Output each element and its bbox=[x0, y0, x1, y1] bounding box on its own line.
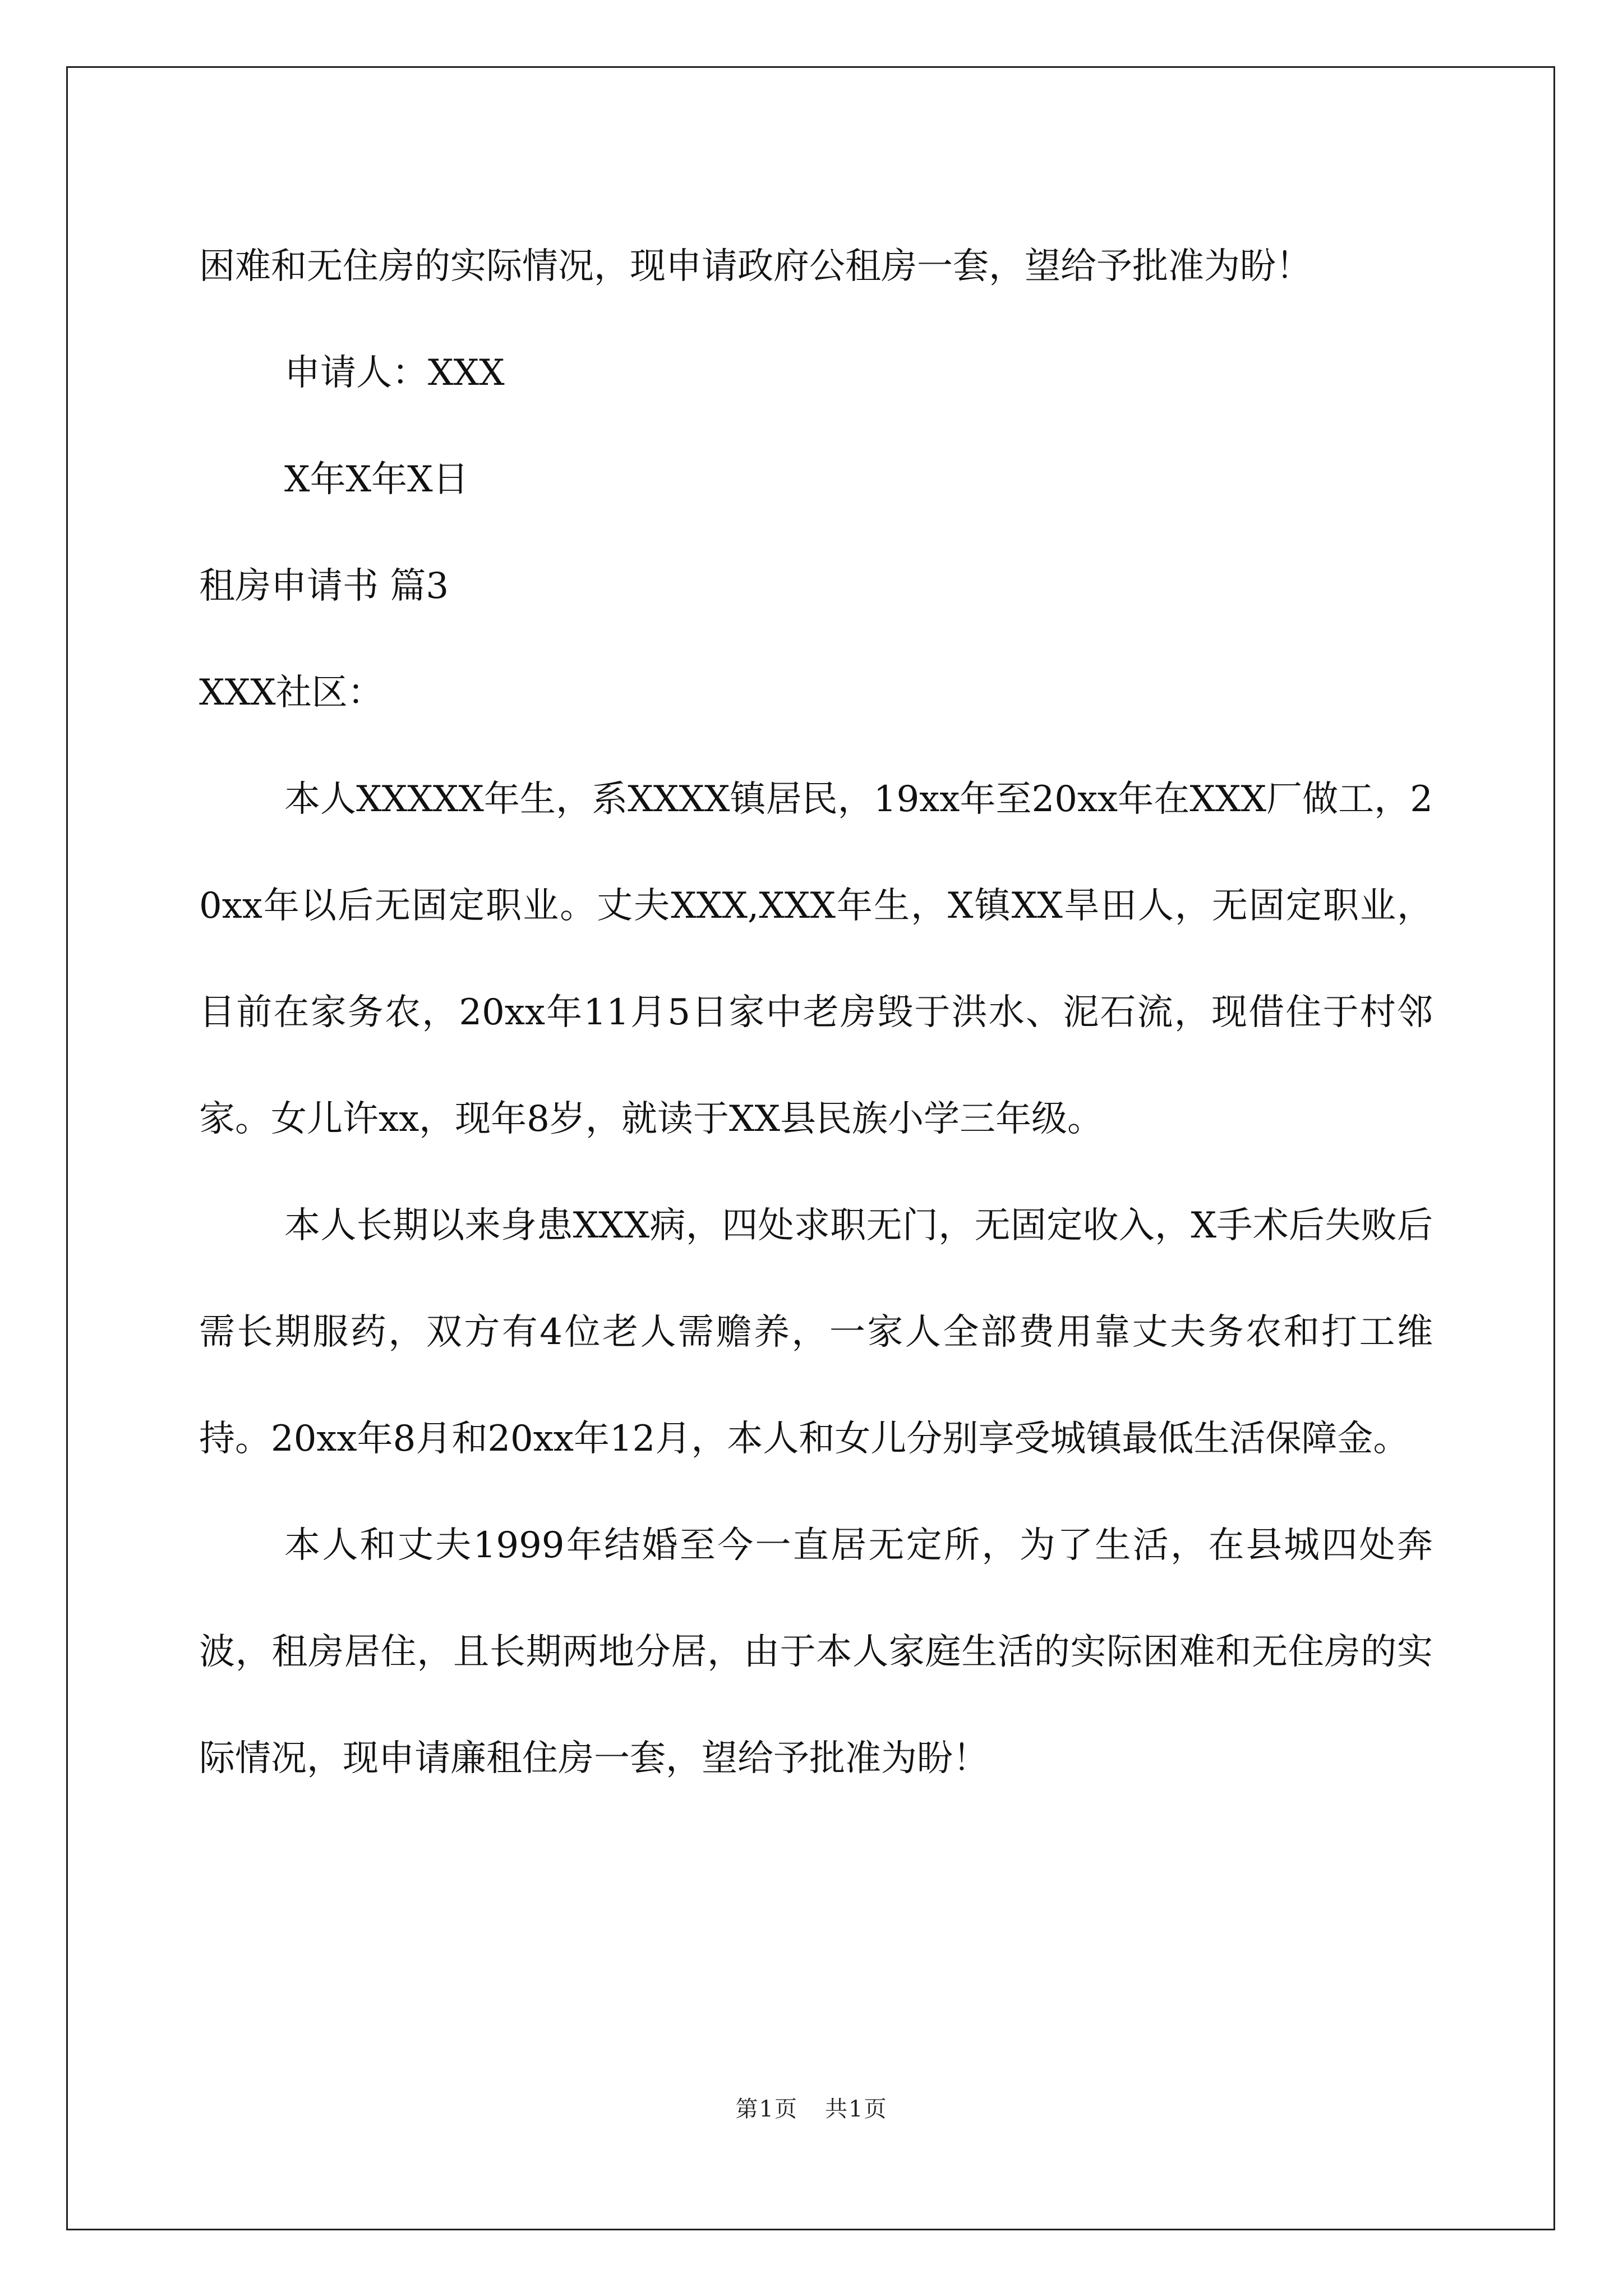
document-body bbox=[199, 213, 1433, 1812]
paragraph-hardship: 本人长期以来身患XXX病，四处求职无门，无固定收入，X手术后失败后需长期服药，双方有4位老人需赡养，一家人全部费用靠丈夫务农和打工维持。20xx年8月和20xx年12月，本人和女儿分别享受城镇最低生活保障金。 bbox=[199, 1205, 1433, 1460]
paragraph-request: 本人和丈夫1999年结婚至今一直居无定所，为了生活，在县城四处奔波，租房居住，且长期两地分居，由于本人家庭生活的实际困难和无住房的实际情况，现申请廉租住房一套，望给予批准为盼！ bbox=[199, 1525, 1433, 1779]
addressee-line: XXX社区： bbox=[199, 672, 384, 714]
date-line: X年X年X日 bbox=[284, 459, 469, 500]
applicant-line: 申请人：XXX bbox=[284, 352, 505, 394]
section-title: 租房申请书 篇3 bbox=[199, 565, 449, 607]
paragraph-personal-info: 本人XXXXX年生，系XXXX镇居民，19xx年至20xx年在XXX厂做工，20xx年以后无固定职业。丈夫XXX,XXX年生，X镇XX旱田人，无固定职业，目前在家务农，20xx年11月5日家中老房毁于洪水、泥石流，现借住于村邻家。女儿许xx，现年8岁，就读于XX县民族小学三年级。 bbox=[199, 779, 1433, 1140]
intro-tail-line: 困难和无住房的实际情况，现申请政府公租房一套，望给予批准为盼！ bbox=[199, 246, 1312, 287]
page-number: 第1页 bbox=[735, 2096, 798, 2122]
page-total: 共1页 bbox=[825, 2096, 888, 2122]
page-footer bbox=[0, 2092, 1623, 2126]
